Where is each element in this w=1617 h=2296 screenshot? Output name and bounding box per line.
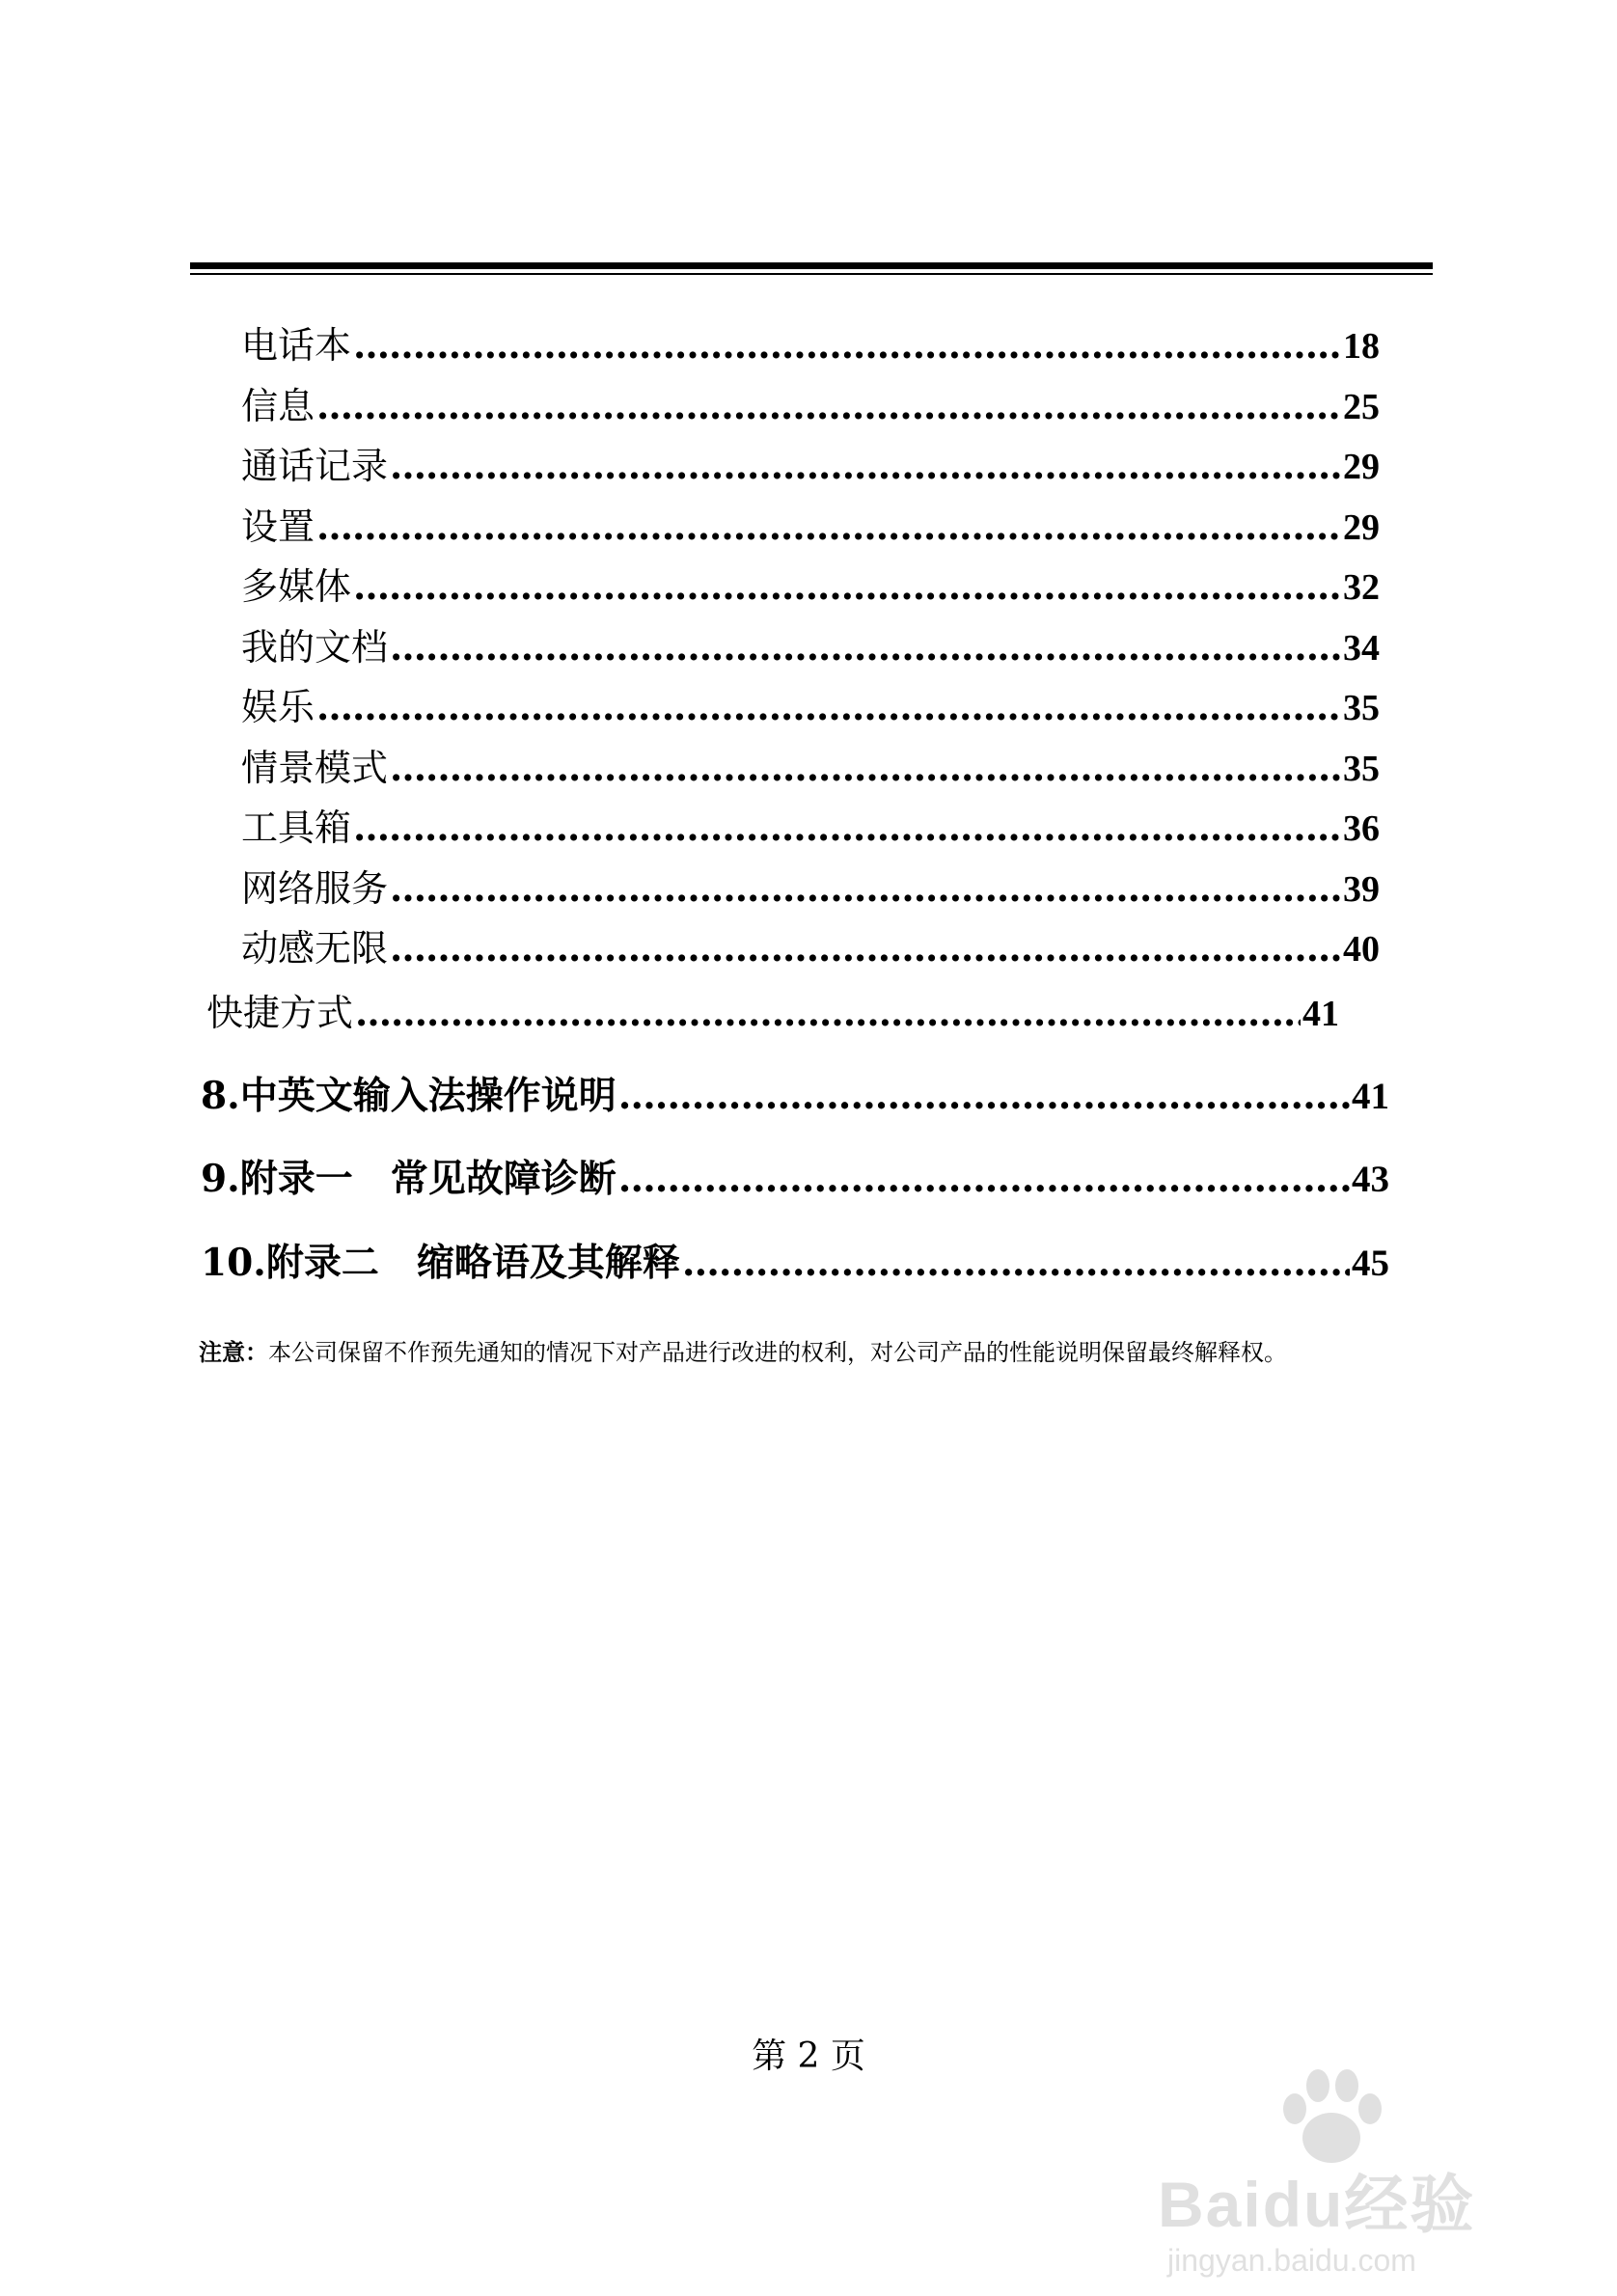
toc-entry-page: 39: [1343, 869, 1380, 910]
toc-entry: [241, 322, 1380, 369]
toc-leader-dots: [390, 624, 1341, 670]
toc-entry-label: 工具箱: [241, 806, 352, 849]
toc-leader-dots: [353, 322, 1341, 369]
toc-entry-page: 18: [1343, 326, 1380, 367]
toc-entry-label: 通话记录: [241, 445, 389, 487]
toc-leader-dots: [316, 383, 1341, 429]
note-label: 注意：: [199, 1338, 268, 1366]
toc-leader-dots: [618, 1073, 1350, 1119]
toc-entry-label: 情景模式: [241, 747, 389, 789]
toc-entry: [241, 504, 1380, 551]
toc-entry: [241, 925, 1380, 972]
toc-leader-dots: [618, 1156, 1350, 1202]
toc-entry-label: 我的文档: [241, 626, 389, 669]
disclaimer-note: [199, 1337, 1287, 1368]
toc-entry-page: 41: [1302, 994, 1339, 1034]
toc-leader-dots: [390, 745, 1341, 791]
toc-chapter-label: 8.中英文输入法操作说明: [201, 1074, 617, 1118]
toc-leader-dots: [390, 443, 1341, 489]
toc-chapter-label: 10.附录二 缩略语及其解释: [201, 1241, 680, 1285]
toc-entry-label: 电话本: [241, 324, 352, 367]
toc-entry-page: 32: [1343, 567, 1380, 608]
toc-entry: [241, 624, 1380, 671]
toc-leader-dots: [316, 504, 1341, 550]
toc-leader-dots: [355, 990, 1301, 1036]
header-rule-thin: [190, 273, 1433, 275]
watermark-url: jingyan.baidu.com: [1167, 2243, 1416, 2278]
toc-entry-page: 40: [1343, 929, 1380, 970]
toc-entry: [241, 443, 1380, 490]
toc-entry-label: 信息: [241, 385, 315, 427]
toc-chapter-entry: [201, 1073, 1389, 1120]
toc-chapter-entry: [201, 1240, 1389, 1287]
toc-entry-page: 25: [1343, 387, 1380, 427]
toc-leader-dots: [390, 865, 1341, 912]
toc-entry-page: 29: [1343, 507, 1380, 548]
paw-icon: [1274, 2064, 1389, 2171]
toc-leader-dots: [390, 925, 1341, 971]
toc-entry-page: 29: [1343, 447, 1380, 487]
toc-entry: [241, 684, 1380, 731]
toc-entry-label: 网络服务: [241, 867, 389, 910]
toc-leader-dots: [316, 684, 1341, 730]
toc-entry-label: 设置: [241, 506, 315, 548]
toc-leader-dots: [353, 805, 1341, 851]
toc-entry-label: 动感无限: [241, 927, 389, 970]
toc-chapter-page: 41: [1352, 1076, 1389, 1117]
header-rule-thick: [190, 262, 1433, 269]
toc-leader-dots: [682, 1240, 1350, 1286]
toc-entry-page: 35: [1343, 688, 1380, 728]
toc-entry-shortcut: [206, 990, 1339, 1037]
toc-leader-dots: [353, 563, 1341, 610]
toc-entry: [241, 383, 1380, 430]
toc-entry-page: 34: [1343, 628, 1380, 669]
toc-entry: [241, 745, 1380, 792]
baidu-watermark: [1148, 2064, 1563, 2286]
page-number: 第 2 页: [752, 2036, 865, 2076]
toc-entry: [241, 563, 1380, 611]
toc-entry-page: 35: [1343, 749, 1380, 789]
toc-chapter-label: 9.附录一 常见故障诊断: [201, 1157, 617, 1201]
toc-entry-label: 多媒体: [241, 565, 352, 608]
toc-chapter-entry: [201, 1156, 1389, 1203]
toc-entry-page: 36: [1343, 808, 1380, 849]
toc-entry: [241, 865, 1380, 913]
note-text: 本公司保留不作预先通知的情况下对产品进行改进的权利，对公司产品的性能说明保留最终解释权。: [268, 1339, 1287, 1366]
toc-chapter-page: 43: [1352, 1159, 1389, 1200]
toc-entry-label: 快捷方式: [206, 992, 354, 1034]
watermark-logo: Baidu经验: [1158, 2169, 1476, 2240]
toc-chapter-page: 45: [1352, 1243, 1389, 1284]
toc-entry: [241, 805, 1380, 852]
toc-entry-label: 娱乐: [241, 686, 315, 728]
